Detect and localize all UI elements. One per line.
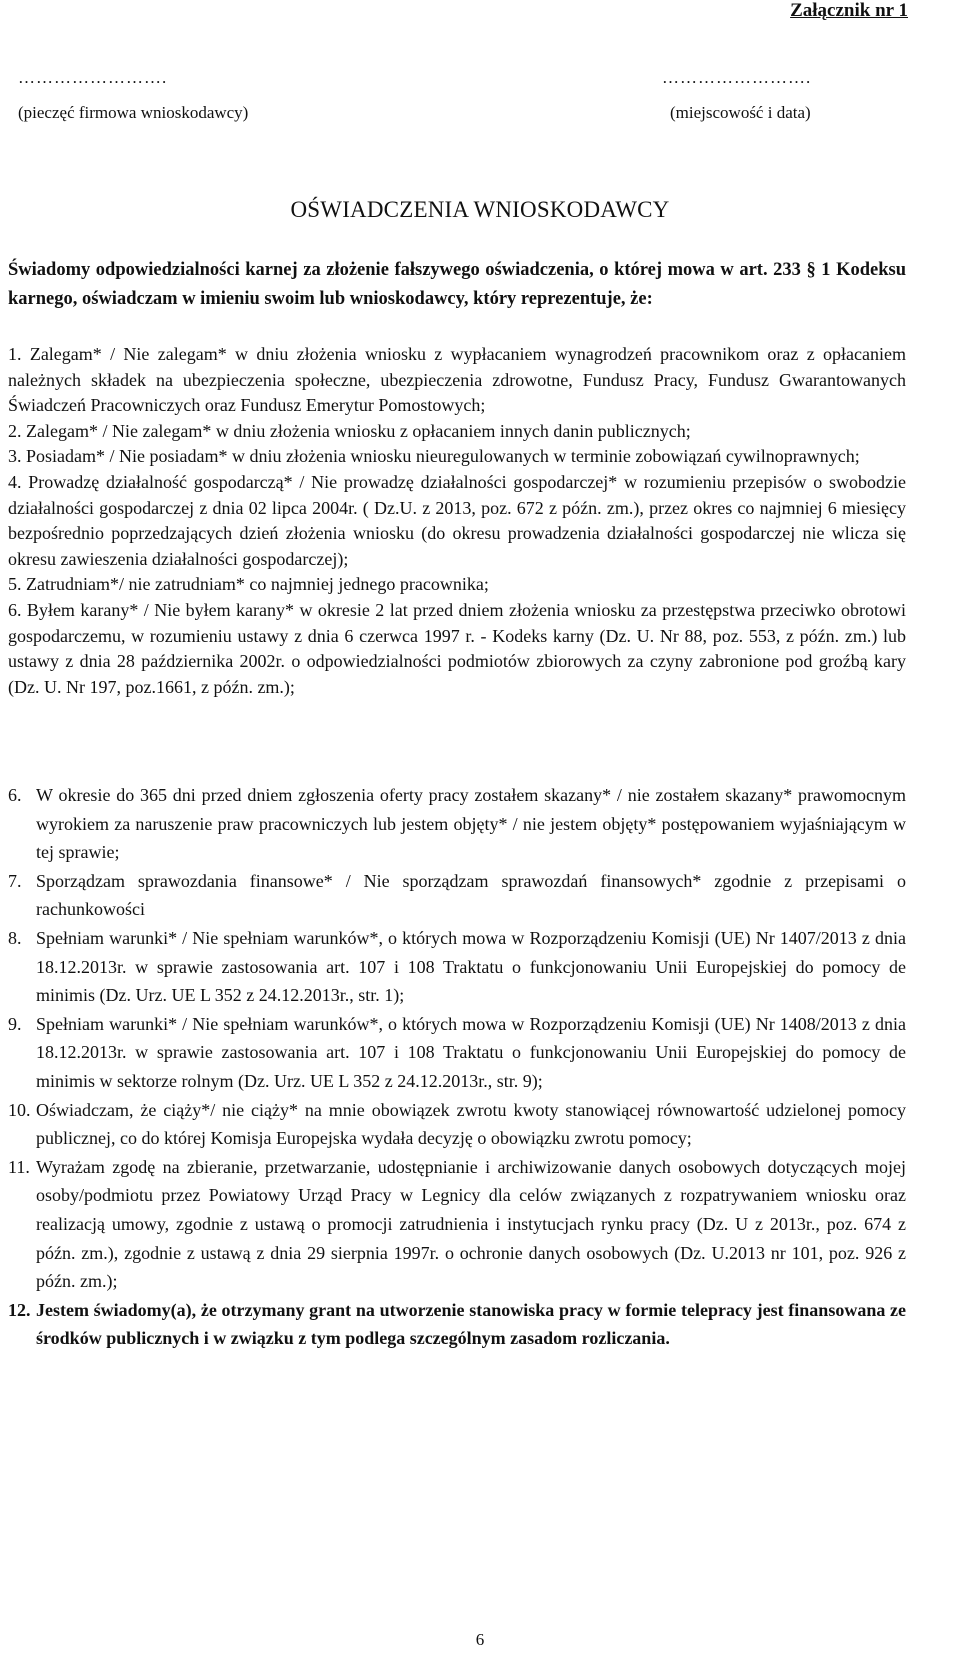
declarations-list-part-2 (8, 781, 906, 1353)
declaration-item-11 (8, 1153, 906, 1296)
place-date-caption: (miejscowość i data) (670, 103, 811, 122)
document-title: OŚWIADCZENIA WNIOSKODAWCY (290, 197, 670, 222)
item-text: Jestem świadomy(a), że otrzymany grant na utworzenie stanowiska pracy w formie telepracy jest finansowana ze środków publicznych i w związku z tym podlega szczególnym zasadom rozliczania. (36, 1299, 906, 1349)
item-text: Wyrażam zgodę na zbieranie, przetwarzanie, udostępnianie i archiwizowanie danych osobowych dotyczących mojej osoby/podmiotu przez Powiatowy Urząd Pracy w Legnicy dla celów związanych z rozpatrywaniem wniosku oraz realizacją umowy, zgodnie z ustawą o promocji zatrudnienia i instytucjach rynku pracy (Dz. U z 2013r., poz. 674 z późn. zm.), zgodnie z ustawą z dnia 29 sierpnia 1997r. o ochronie danych osobowych (Dz. U.2013 nr 101, poz. 926 z późn. zm.); (36, 1156, 906, 1292)
stamp-placeholder-dots: ……………………. (18, 68, 168, 87)
declaration-item-6a: 6. Byłem karany* / Nie byłem karany* w okresie 2 lat przed dniem złożenia wniosku za przestępstwa przeciwko obrotowi gospodarczemu, w rozumieniu ustawy z dnia 6 czerwca 1997 r. - Kodeks karny (Dz. U. Nr 88, poz. 553, z późn. zm.) lub ustawy z dnia 28 października 2002r. o odpowiedzialności podmiotów zbiorowych za czyny zabronione pod groźbą kary (Dz. U. Nr 197, poz.1661, z późn. zm.); (8, 599, 906, 697)
declaration-item-10 (8, 1096, 906, 1153)
item-number: 10. (8, 1099, 31, 1120)
page-number: 6 (475, 1630, 485, 1649)
declaration-item-4: 4. Prowadzę działalność gospodarczą* / Nie prowadzę działalności gospodarczej* w rozumieniu przepisów o swobodzie działalności gospodarczej z dnia 02 lipca 2004r. ( Dz.U. z 2013, poz. 672 z późn. zm.), przez okres co najmniej 6 miesięcy bezpośrednio poprzedzających dzień złożenia wniosku (do okresu prowadzenia działalności gospodarczej nie wlicza się okresu zawieszenia działalności gospodarczej); (8, 471, 906, 569)
item-text: Spełniam warunki* / Nie spełniam warunków*, o których mowa w Rozporządzeniu Komisji (UE) Nr 1407/2013 z dnia 18.12.2013r. w sprawie zastosowania art. 107 i 108 Traktatu o funkcjonowaniu Unii Europejskiej do pomocy de minimis (Dz. Urz. UE L 352 z 24.12.2013r., str. 1); (36, 927, 906, 1006)
declarations-list-part-1 (8, 342, 906, 700)
declaration-item-8 (8, 924, 906, 1010)
item-number: 12. (8, 1299, 31, 1320)
item-text: Spełniam warunki* / Nie spełniam warunków*, o których mowa w Rozporządzeniu Komisji (UE) Nr 1408/2013 z dnia 18.12.2013r. w sprawie zastosowania art. 107 i 108 Traktatu o funkcjonowaniu Unii Europejskiej do pomocy de minimis w sektorze rolnym (Dz. Urz. UE L 352 z 24.12.2013r., str. 9); (36, 1013, 906, 1091)
annex-label: Załącznik nr 1 (790, 0, 908, 21)
item-number: 7. (8, 870, 22, 891)
declaration-item-2: 2. Zalegam* / Nie zalegam* w dniu złożenia wniosku z opłacaniem innych danin publicznych; (8, 420, 691, 441)
item-text: Sporządzam sprawozdania finansowe* / Nie sporządzam sprawozdań finansowych* zgodnie z przepisami o rachunkowości (36, 870, 906, 920)
place-date-placeholder-dots: ……………………. (662, 68, 812, 87)
declaration-item-9 (8, 1010, 906, 1096)
item-number: 6. (8, 785, 22, 805)
declaration-item-3: 3. Posiadam* / Nie posiadam* w dniu złożenia wniosku nieuregulowanych w terminie zobowiązań cywilnoprawnych; (8, 446, 860, 467)
item-text: Oświadczam, że ciąży*/ nie ciąży* na mnie obowiązek zwrotu kwoty stanowiącej równowartość udzielonej pomocy publicznej, co do której Komisja Europejska wydała decyzję o obowiązku zwrotu pomocy; (36, 1099, 906, 1149)
declaration-item-6b (8, 781, 906, 867)
declaration-item-5: 5. Zatrudniam*/ nie zatrudniam* co najmniej jednego pracownika; (8, 574, 489, 595)
intro-statement: Świadomy odpowiedzialności karnej za złożenie fałszywego oświadczenia, o której mowa w art. 233 § 1 Kodeksu karnego, oświadczam w imieniu swoim lub wnioskodawcy, który reprezentuje, że: (8, 260, 906, 309)
declaration-item-12 (8, 1296, 906, 1353)
item-text: W okresie do 365 dni przed dniem zgłoszenia oferty pracy zostałem skazany* / nie zostałem skazany* prawomocnym wyrokiem za naruszenie praw pracowniczych lub jestem objęty* / nie jestem objęty* postępowaniem wyjaśniającym w tej sprawie; (36, 785, 906, 863)
declaration-item-1: 1. Zalegam* / Nie zalegam* w dniu złożenia wniosku z wypłacaniem wynagrodzeń pracownikom oraz z opłacaniem należnych składek na ubezpieczenia społeczne, ubezpieczenia zdrowotne, Fundusz Pracy, Fundusz Gwarantowanych Świadczeń Pracowniczych oraz Fundusz Emerytur Pomostowych; (8, 344, 906, 416)
item-number: 9. (8, 1013, 22, 1034)
item-number: 11. (8, 1156, 30, 1177)
item-number: 8. (8, 927, 22, 948)
declaration-item-7 (8, 867, 906, 924)
stamp-caption: (pieczęć firmowa wnioskodawcy) (18, 103, 249, 122)
